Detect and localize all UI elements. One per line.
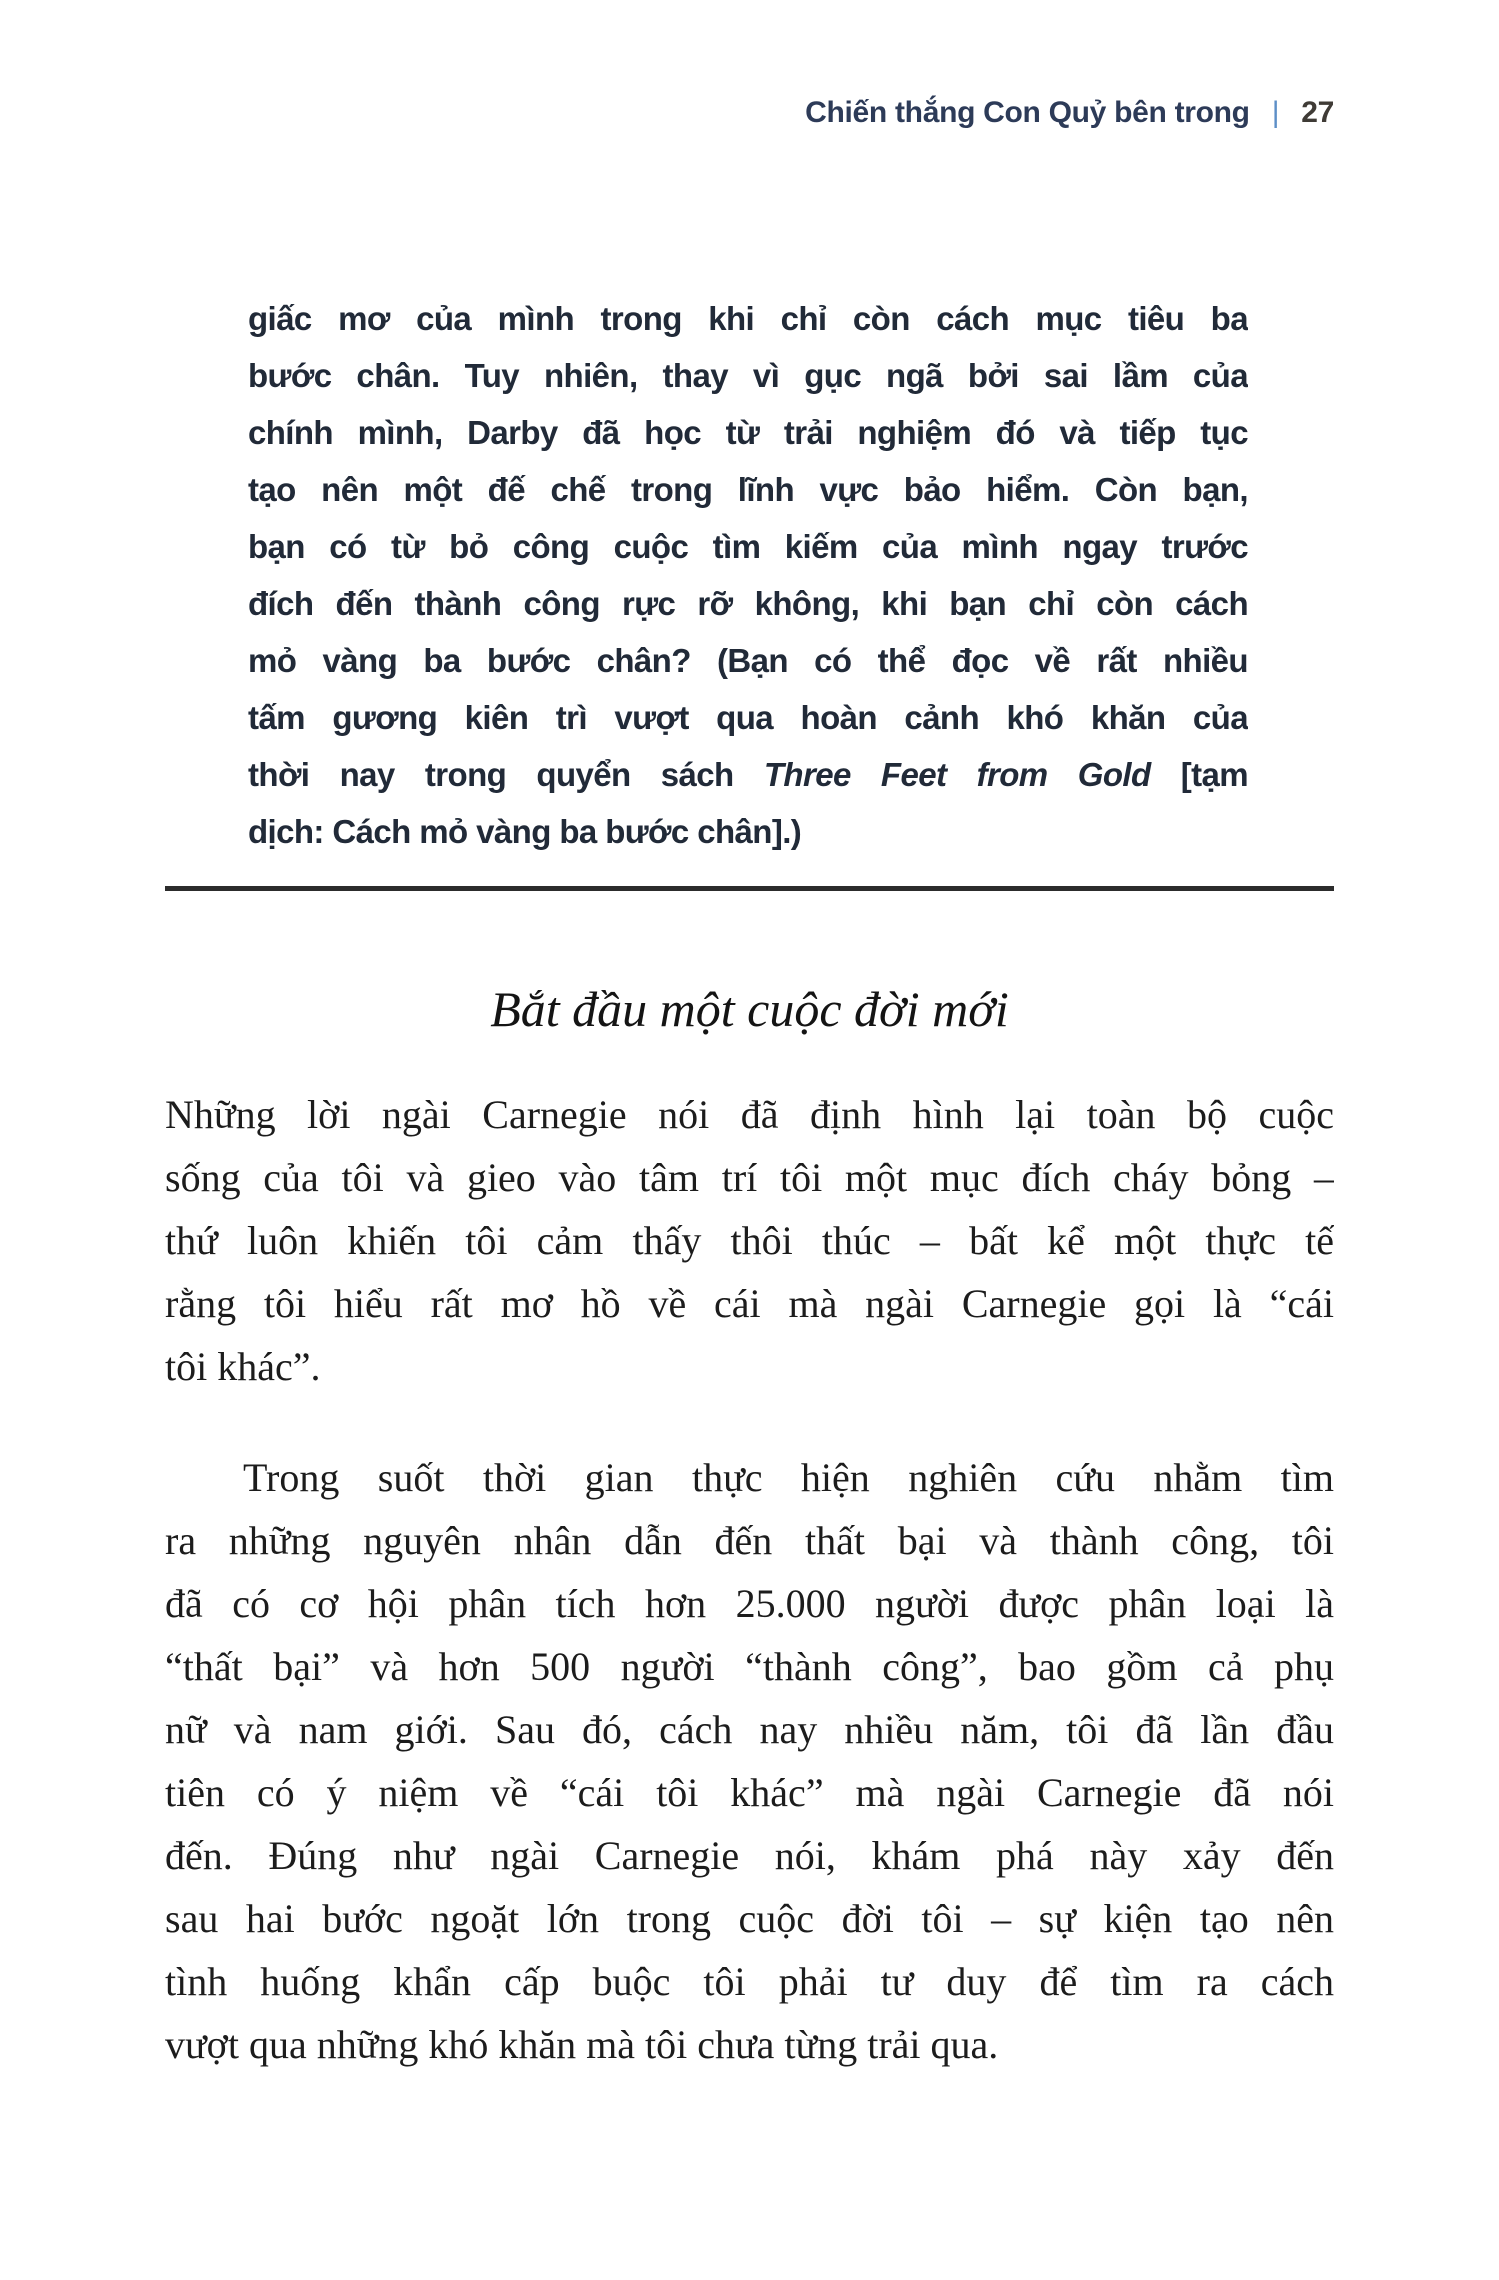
body-text-line: Những lời ngài Carnegie nói đã định hình lại toàn bộ cuộc (165, 1092, 1334, 1137)
quote-line: giấc mơ của mình trong khi chỉ còn cách mục tiêu ba (248, 300, 1248, 337)
body-text-line: tiên có ý niệm về “cái tôi khác” mà ngài Carnegie đã nói (165, 1770, 1334, 1815)
body-text-line: thứ luôn khiến tôi cảm thấy thôi thúc – bất kể một thực tế (165, 1218, 1334, 1263)
body-text-line: tình huống khẩn cấp buộc tôi phải tư duy để tìm ra cách (165, 1959, 1334, 2004)
italic-book-title-run: Three Feet from Gold (763, 756, 1151, 793)
body-text-line: “thất bại” và hơn 500 người “thành công”, bao gồm cả phụ (165, 1644, 1334, 1689)
quote-line: chính mình, Darby đã học từ trải nghiệm đó và tiếp tục (248, 414, 1248, 451)
quote-line: mỏ vàng ba bước chân? (Bạn có thể đọc về rất nhiều (248, 642, 1248, 679)
body-text-line: nữ và nam giới. Sau đó, cách nay nhiều năm, tôi đã lần đầu (165, 1707, 1334, 1752)
quote-line: đích đến thành công rực rỡ không, khi bạn chỉ còn cách (248, 585, 1248, 622)
body-text-line: ra những nguyên nhân dẫn đến thất bại và thành công, tôi (165, 1518, 1334, 1563)
quote-line: dịch: Cách mỏ vàng ba bước chân].) (248, 813, 802, 850)
body-paragraph-2 (165, 1446, 1334, 2076)
quote-line: bước chân. Tuy nhiên, thay vì gục ngã bởi sai lầm của (248, 357, 1248, 394)
body-paragraph-1 (165, 1083, 1334, 1398)
text-run: [tạm (1150, 756, 1248, 793)
text-run: thời nay trong quyển sách (248, 756, 764, 793)
section-divider-rule (165, 886, 1334, 891)
quote-line (248, 746, 1248, 803)
page-number: 27 (1301, 96, 1334, 129)
body-text-line: đã có cơ hội phân tích hơn 25.000 người được phân loại là (165, 1581, 1334, 1626)
body-text-line: sau hai bước ngoặt lớn trong cuộc đời tôi – sự kiện tạo nên (165, 1896, 1334, 1941)
running-header-book-title: Chiến thắng Con Quỷ bên trong (805, 96, 1250, 129)
quote-line: tạo nên một đế chế trong lĩnh vực bảo hiểm. Còn bạn, (248, 471, 1248, 508)
body-text-line: vượt qua những khó khăn mà tôi chưa từng trải qua. (165, 2022, 999, 2067)
section-heading: Bắt đầu một cuộc đời mới (490, 981, 1009, 1037)
body-text-line: tôi khác”. (165, 1344, 321, 1389)
body-text-line: đến. Đúng như ngài Carnegie nói, khám phá này xảy đến (165, 1833, 1334, 1878)
text-column (165, 0, 1334, 2076)
header-separator-bar: | (1271, 96, 1280, 129)
quote-line: bạn có từ bỏ công cuộc tìm kiếm của mình ngay trước (248, 528, 1248, 565)
indented-quote-block (248, 290, 1248, 860)
body-text-line: rằng tôi hiểu rất mơ hồ về cái mà ngài Carnegie gọi là “cái (165, 1281, 1334, 1326)
body-text-line: Trong suốt thời gian thực hiện nghiên cứu nhằm tìm (243, 1455, 1334, 1500)
quote-line: tấm gương kiên trì vượt qua hoàn cảnh khó khăn của (248, 699, 1248, 736)
body-text-line: sống của tôi và gieo vào tâm trí tôi một mục đích cháy bỏng – (165, 1155, 1334, 1200)
running-header (165, 0, 1334, 130)
